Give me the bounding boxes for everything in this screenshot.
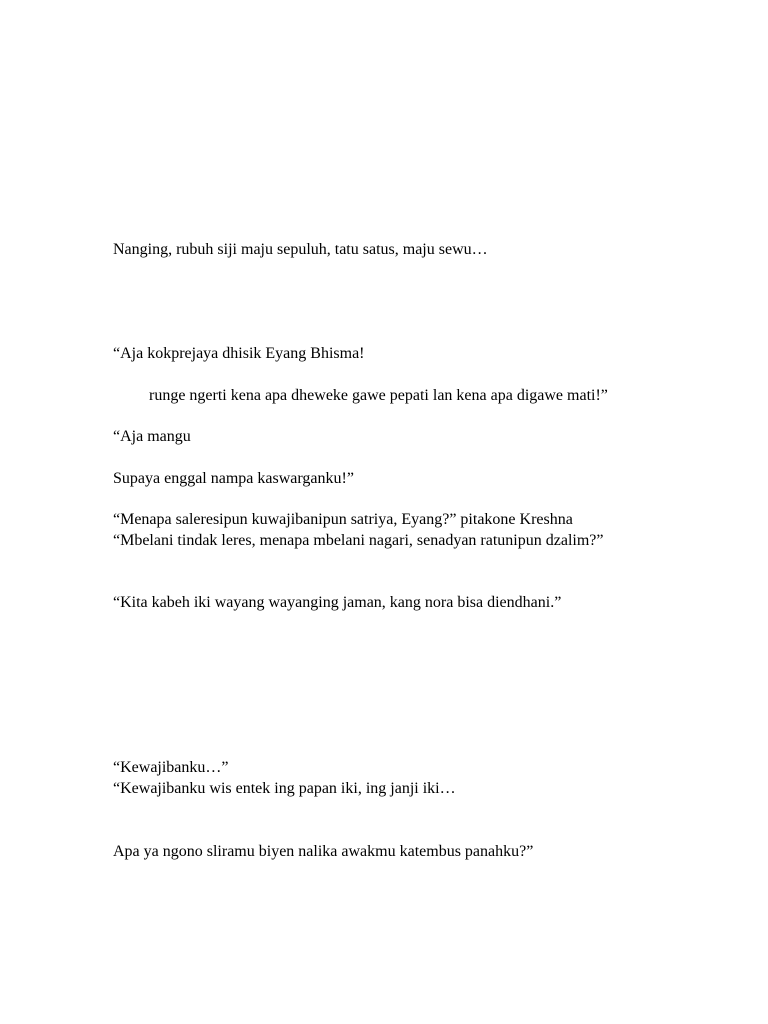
- text-line-6: “Menapa saleresipun kuwajibanipun satriya, Eyang?” pitakone Kreshna: [113, 511, 573, 528]
- text-line-2: “Aja kokprejaya dhisik Eyang Bhisma!: [113, 345, 365, 362]
- text-line-7: “Mbelani tindak leres, menapa mbelani nagari, senadyan ratunipun dzalim?”: [113, 532, 604, 549]
- text-line-3: runge ngerti kena apa dheweke gawe pepati lan kena apa digawe mati!”: [149, 387, 608, 404]
- text-line-11: Apa ya ngono sliramu biyen nalika awakmu katembus panahku?”: [113, 843, 534, 860]
- text-line-4: “Aja mangu: [113, 428, 191, 445]
- text-line-1: Nanging, rubuh siji maju sepuluh, tatu satus, maju sewu…: [113, 241, 488, 258]
- text-line-5: Supaya enggal nampa kaswarganku!”: [113, 470, 354, 487]
- text-line-9: “Kewajibanku…”: [113, 759, 229, 776]
- text-line-8: “Kita kabeh iki wayang wayanging jaman, kang nora bisa diendhani.”: [113, 594, 562, 611]
- text-line-10: “Kewajibanku wis entek ing papan iki, ing janji iki…: [113, 780, 456, 797]
